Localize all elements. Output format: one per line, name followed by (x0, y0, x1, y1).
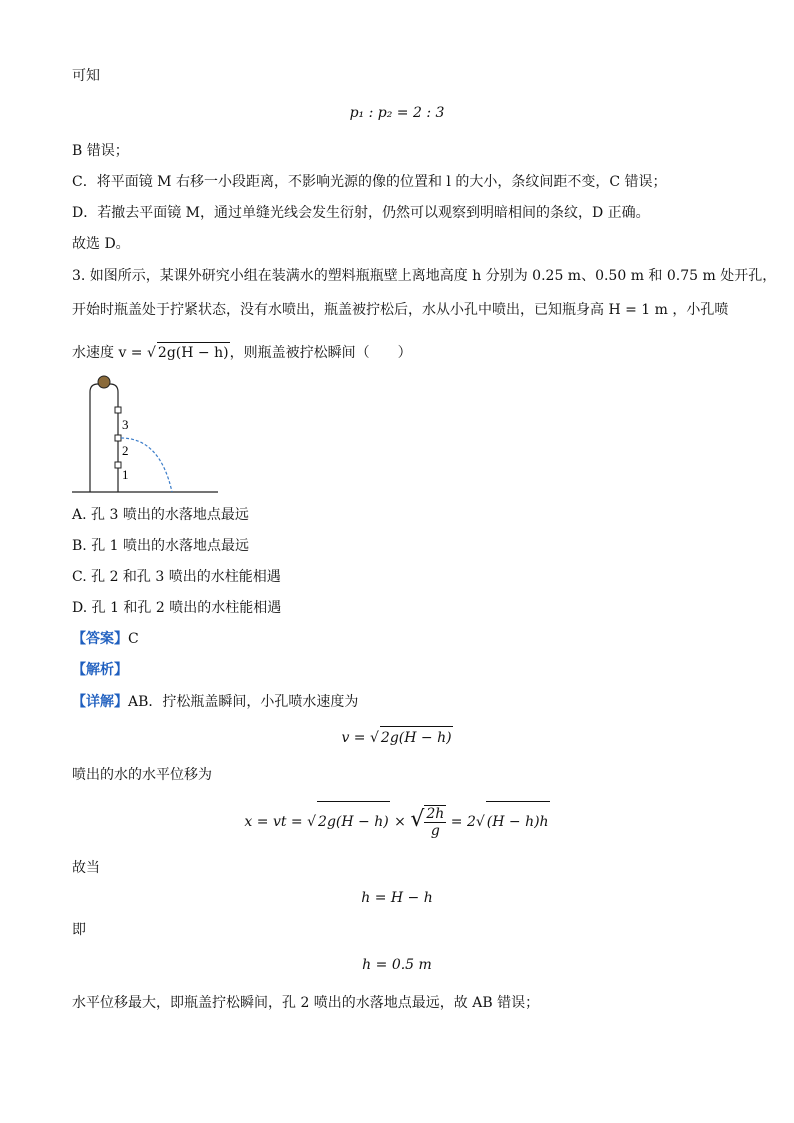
text-option-c-analysis: C．将平面镜 M 右移一小段距离，不影响光源的像的位置和 l 的大小，条纹间距不变，C 错误； (72, 174, 667, 190)
answer-line (72, 629, 139, 649)
analysis-tag: 【解析】 (72, 662, 128, 678)
text-b-wrong: B 错误； (72, 143, 129, 159)
bottle-outline (90, 384, 118, 492)
detail-line (72, 692, 358, 712)
label-hole-1: 1 (122, 467, 129, 482)
hole-3 (115, 407, 121, 413)
bottle-figure (70, 372, 220, 498)
question-3-line-3: 水速度 v = √ 2g(H − h)，则瓶盖被拧松瞬间（ ） (72, 342, 412, 363)
option-a: A. 孔 3 喷出的水落地点最远 (72, 507, 249, 523)
answer-value: C (128, 631, 139, 647)
label-hole-3: 3 (122, 417, 129, 432)
q3-line-suffix: ，则瓶盖被拧松瞬间（ ） (229, 345, 412, 361)
detail-text: AB．拧松瓶盖瞬间，小孔喷水速度为 (128, 694, 359, 710)
question-3-line-2: 开始时瓶盖处于拧紧状态，没有水喷出，瓶盖被拧松后，水从小孔中喷出，已知瓶身高 H = 1 m ，小孔喷 (72, 302, 729, 318)
text-therefore: 故当 (72, 860, 100, 876)
answer-tag: 【答案】 (72, 631, 128, 647)
analysis-heading (72, 660, 128, 680)
q3-speed-radicand: 2g(H − h) (157, 342, 230, 363)
text-displacement: 喷出的水的水平位移为 (72, 767, 212, 783)
text-ji: 即 (72, 922, 86, 938)
equation-h-value: h = 0.5 m (362, 957, 432, 973)
question-3-line-1: 3. 如图所示，某课外研究小组在装满水的塑料瓶瓶壁上离地高度 h 分别为 0.25 m、0.50 m 和 0.75 m 处开孔， (72, 268, 777, 284)
text-conclusion: 水平位移最大，即瓶盖拧松瞬间，孔 2 喷出的水落地点最远，故 AB 错误； (72, 995, 540, 1011)
option-d: D. 孔 1 和孔 2 喷出的水柱能相遇 (72, 600, 282, 616)
text-kezhi: 可知 (72, 68, 100, 84)
option-b: B. 孔 1 喷出的水落地点最远 (72, 538, 249, 554)
hole-2 (115, 435, 121, 441)
water-jet (121, 438, 172, 492)
hole-1 (115, 462, 121, 468)
q3-speed-prefix: 水速度 v = (72, 345, 147, 361)
option-c: C. 孔 2 和孔 3 喷出的水柱能相遇 (72, 569, 281, 585)
text-option-d-analysis: D．若撤去平面镜 M，通过单缝光线会发生衍射，仍然可以观察到明暗相间的条纹，D 正确。 (72, 205, 650, 221)
equation-ratio: p₁ : p₂ = 2 : 3 (349, 105, 445, 121)
equation-speed: v = √ 2g(H − h) (0, 726, 794, 749)
equation-h: h = H − h (361, 890, 433, 906)
text-choose-d: 故选 D。 (72, 236, 130, 252)
equation-displacement: x = vt = √ 2g(H − h) × √ $\frac{2h}{g}$ = 2√ (H − h)h (0, 800, 794, 842)
label-hole-2: 2 (122, 443, 129, 458)
bottle-cap (98, 376, 110, 388)
detail-tag: 【详解】 (72, 694, 128, 710)
